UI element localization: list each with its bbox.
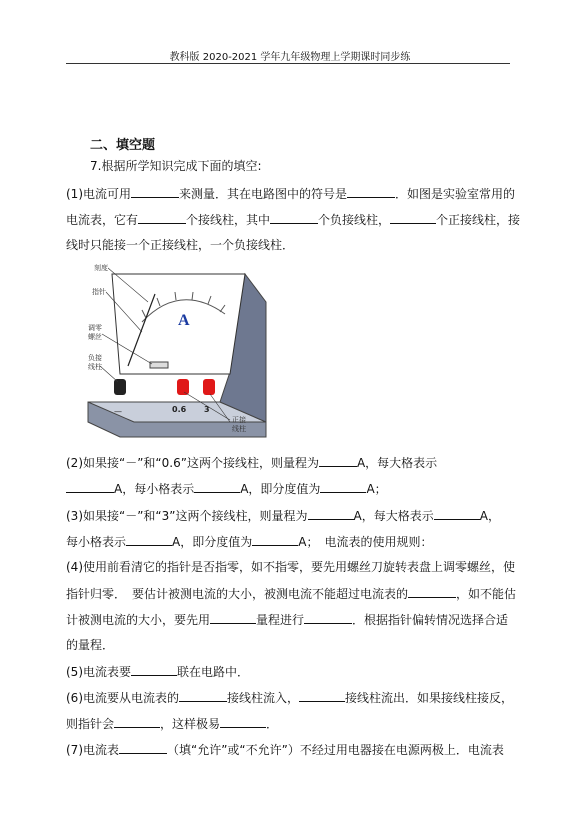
label-pos-2: 线柱 — [232, 425, 246, 433]
blank[interactable] — [194, 480, 240, 493]
blank[interactable] — [220, 715, 266, 728]
label-pos-1: 正接 — [232, 416, 246, 424]
svg-text:—: — — [114, 407, 122, 416]
q7-part5: (5)电流表要 联在电路中． — [66, 665, 250, 679]
blank[interactable] — [304, 611, 352, 624]
svg-text:3: 3 — [204, 405, 210, 414]
q7-part3-line2: 每小格表示 A，即分度值为 A； 电流表的使用规则： — [66, 535, 433, 549]
blank[interactable] — [252, 533, 298, 546]
q7-part1-line3: 线时只能接一个正接线柱，一个负接线柱． — [66, 238, 295, 252]
blank[interactable] — [131, 185, 179, 198]
blank[interactable] — [66, 480, 114, 493]
label-zero-1: 调零 — [88, 324, 102, 332]
blank[interactable] — [119, 741, 167, 754]
svg-text:0.6: 0.6 — [172, 405, 187, 414]
label-scale: 刻度 — [94, 264, 108, 272]
blank[interactable] — [434, 507, 480, 520]
blank[interactable] — [114, 715, 160, 728]
question-7-stem: 7.根据所学知识完成下面的填空: — [90, 159, 262, 173]
q7-part4-line1: (4)使用前看清它的指针是否指零，如不指零，要先用螺丝刀旋转表盘上调零螺丝，使 — [66, 560, 516, 574]
pos-terminal-06-icon — [177, 379, 189, 395]
blank[interactable] — [299, 689, 345, 702]
zero-screw — [150, 362, 168, 368]
blank[interactable] — [210, 611, 256, 624]
q7-part4-line3: 计被测电流的大小，要先用 量程进行 ．根据指针偏转情况选择合适 — [66, 613, 509, 627]
q7-part2-line1: (2)如果接“－”和“0.6”这两个接线柱，则量程为 A，每大格表示 — [66, 456, 438, 470]
blank[interactable] — [320, 480, 366, 493]
q7-part1-line2: 电流表，它有 个接线柱，其中 个负接线柱， 个正接线柱，接 — [66, 213, 521, 227]
ammeter-figure — [80, 262, 270, 444]
ammeter-symbol: A — [178, 312, 190, 329]
blank[interactable] — [390, 211, 436, 224]
page-header: 教科版 2020-2021 学年九年级物理上学期课时同步练 — [169, 52, 411, 63]
q7-part6-line2: 则指针会 ，这样极易 ． — [66, 717, 279, 731]
label-pointer: 指针 — [92, 288, 106, 296]
q7-part4-line4: 的量程． — [66, 638, 115, 652]
q7-part1-line1: (1)电流可用 来测量．其在电路图中的符号是 ．如图是实验室常用的 — [66, 187, 516, 201]
q7-part4-line2: 指针归零． 要估计被测电流的大小，被测电流不能超过电流表的 ，如不能估 — [66, 587, 517, 601]
label-neg-1: 负接 — [88, 354, 102, 362]
blank[interactable] — [308, 507, 354, 520]
q7-part3-line1: (3)如果接“－”和“3”这两个接线柱，则量程为 A，每大格表示 A， — [66, 509, 500, 523]
blank[interactable] — [270, 211, 318, 224]
q7-part6-line1: (6)电流要从电流表的 接线柱流入， 接线柱流出．如果接线柱接反， — [66, 691, 514, 705]
neg-terminal-icon — [114, 379, 126, 395]
blank[interactable] — [138, 211, 186, 224]
blank[interactable] — [131, 663, 177, 676]
header-rule — [66, 63, 510, 64]
blank[interactable] — [126, 533, 172, 546]
blank[interactable] — [179, 689, 227, 702]
pos-terminal-3-icon — [203, 379, 215, 395]
q7-part7-line1: (7)电流表 （填“允许”或“不允许”）不经过用电器接在电源两极上．电流表 — [66, 743, 504, 757]
label-zero-2: 螺丝 — [88, 333, 102, 341]
section-title: 二、填空题 — [90, 138, 156, 153]
blank[interactable] — [408, 585, 456, 598]
blank[interactable] — [319, 454, 357, 467]
label-neg-2: 线柱 — [88, 363, 102, 371]
q7-part2-line2: A，每小格表示 A，即分度值为 A； — [66, 480, 512, 497]
blank[interactable] — [347, 185, 395, 198]
